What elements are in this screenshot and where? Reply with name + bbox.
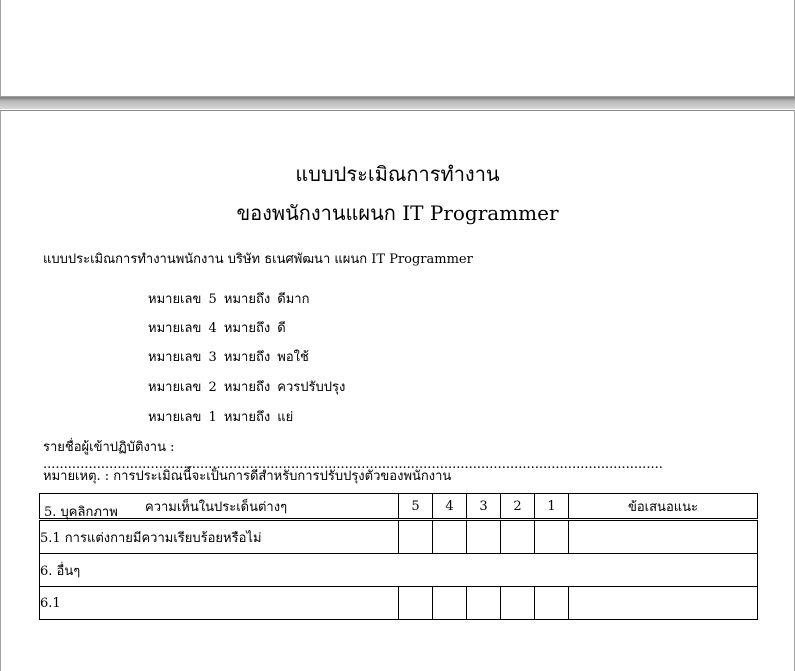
header-score-5: 5 <box>399 494 433 520</box>
legend-item-2: หมายเลข 2 หมายถึง ควรปรับปรุง <box>148 380 346 395</box>
document-subtitle: ของพนักงานแผนก IT Programmer <box>236 201 559 225</box>
score-cell[interactable] <box>467 520 501 554</box>
page-separator <box>0 97 795 109</box>
header-score-4: 4 <box>433 494 467 520</box>
document-page <box>0 110 795 671</box>
header-topic-cell <box>40 494 399 520</box>
header-suggestion: ข้อเสนอแนะ <box>569 494 758 520</box>
document-title: แบบประเมิณการทำงาน <box>295 162 500 186</box>
score-cell[interactable] <box>501 587 535 620</box>
header-section-label: 5. บุคลิกภาพ <box>44 505 118 520</box>
row-label: 5.1 การแต่งกายมีความเรียบร้อยหรือไม่ <box>40 520 399 554</box>
header-score-3: 3 <box>467 494 501 520</box>
table-row <box>40 587 758 620</box>
intro-text: แบบประเมิณการทำงานพนักงาน บริษัท ธเนศพัฒนา แผนก IT Programmer <box>43 252 473 267</box>
score-cell[interactable] <box>467 587 501 620</box>
row-label: 6.1 <box>40 587 399 620</box>
table-header-row <box>40 494 758 520</box>
table-row <box>40 520 758 554</box>
employee-name-line: รายชื่อผู้เข้าปฏิบัติงาน : ...................................................................................................................................................... <box>43 440 663 472</box>
score-cell[interactable] <box>535 520 569 554</box>
score-cell[interactable] <box>433 587 467 620</box>
score-cell[interactable] <box>501 520 535 554</box>
legend-item-5: หมายเลข 5 หมายถึง ดีมาก <box>148 292 310 307</box>
header-topic-title: ความเห็นในประเด็นต่างๆ <box>145 500 288 515</box>
score-cell[interactable] <box>399 587 433 620</box>
note-line: หมายเหตุ. : การประเมิณนี้จะเป็นการดีสำหรับการปรับปรุงตัวของพนักงาน <box>43 469 452 484</box>
section-row-label: 6. อื่นๆ <box>40 554 758 587</box>
previous-page-bottom <box>0 0 795 97</box>
suggestion-cell[interactable] <box>569 520 758 554</box>
legend-item-1: หมายเลข 1 หมายถึง แย่ <box>148 410 294 425</box>
suggestion-cell[interactable] <box>569 587 758 620</box>
table-row <box>40 554 758 587</box>
legend-item-3: หมายเลข 3 หมายถึง พอใช้ <box>148 350 309 365</box>
score-cell[interactable] <box>535 587 569 620</box>
score-cell[interactable] <box>399 520 433 554</box>
score-cell[interactable] <box>433 520 467 554</box>
header-score-2: 2 <box>501 494 535 520</box>
legend-item-4: หมายเลข 4 หมายถึง ดี <box>148 321 286 336</box>
header-score-1: 1 <box>535 494 569 520</box>
evaluation-table <box>39 493 758 620</box>
